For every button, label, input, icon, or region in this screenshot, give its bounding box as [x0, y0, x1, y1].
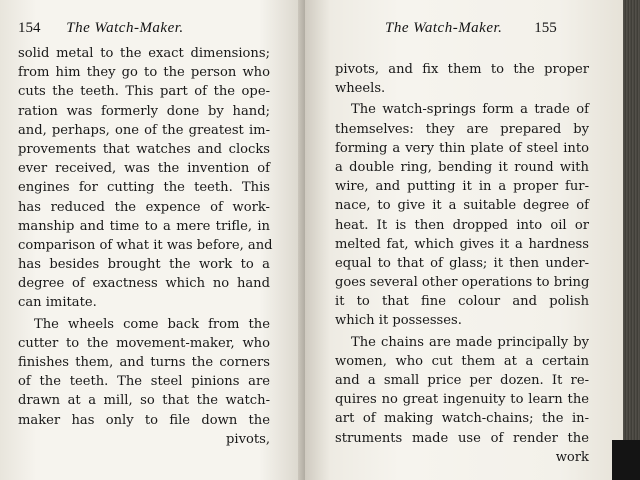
left-page-header	[18, 20, 268, 37]
text-line: degree of exactness which no hand	[18, 276, 270, 292]
text-line: finishes them, and turns the corners	[18, 355, 270, 370]
text-line: can imitate.	[18, 295, 97, 311]
text-line: maker has only to file down the	[18, 412, 270, 428]
text-line: ration was formerly done by hand;	[18, 103, 270, 119]
text-line: women, who cut them at a certain	[335, 353, 589, 369]
background-shadow	[612, 440, 640, 480]
text-line: melted fat, which gives it a hardness	[335, 236, 589, 252]
text-line: cuts the teeth. This part of the ope-	[18, 84, 270, 100]
text-line: The wheels come back from the	[34, 316, 270, 332]
text-line: it to that fine colour and polish	[335, 294, 589, 310]
text-line: from him they go to the person who	[18, 65, 270, 81]
text-line: drawn at a mill, so that the watch-	[18, 393, 270, 409]
text-line: solid metal to the exact dimensions;	[18, 46, 270, 61]
text-line: provements that watches and clocks	[18, 141, 270, 157]
text-line: manship and time to a mere trifle, in	[18, 218, 270, 234]
right-page-header	[385, 20, 615, 37]
text-line: comparison of what it was before, and	[18, 237, 273, 253]
text-line: equal to that of glass; it then under-	[335, 255, 589, 271]
text-line: pivots, and fix them to the proper	[335, 62, 589, 77]
text-line: The watch-springs form a trade of	[351, 102, 589, 118]
text-line: heat. It is then dropped into oil or	[335, 217, 589, 233]
left-page-number: 154	[18, 20, 41, 36]
right-page	[305, 0, 623, 480]
text-line: goes several other operations to bring	[335, 275, 590, 291]
text-line: art of making watch-chains; the in-	[335, 411, 589, 427]
right-running-head: The Watch-Maker.	[385, 20, 503, 36]
text-line: has reduced the expence of work-	[18, 199, 270, 215]
text-line: of the teeth. The steel pinions are	[18, 374, 270, 390]
catchword: work	[555, 449, 589, 465]
right-page-number: 155	[534, 20, 557, 36]
text-line: forming a very thin plate of steel into	[335, 140, 589, 156]
text-line: The chains are made principally by	[351, 334, 589, 350]
text-line: has besides brought the work to a	[18, 257, 270, 273]
text-line: wheels.	[335, 81, 386, 97]
text-line: struments made use of render the	[335, 430, 589, 446]
text-line: a double ring, bending it round with	[335, 159, 589, 175]
text-line: engines for cutting the teeth. This	[18, 180, 270, 196]
text-line: quires no great ingenuity to learn the	[335, 392, 589, 408]
page-edges	[623, 0, 640, 480]
right-page-text	[335, 60, 589, 467]
text-line: nace, to give it a suitable degree of	[335, 198, 589, 214]
text-line: and, perhaps, one of the greatest im-	[18, 122, 270, 138]
text-line: wire, and putting it in a proper fur-	[335, 179, 589, 195]
catchword: pivots,	[226, 431, 270, 447]
text-line: cutter to the movement-maker, who	[18, 335, 270, 351]
text-line: and a small price per dozen. It re-	[335, 373, 589, 388]
left-page	[0, 0, 305, 480]
text-line: ever received, was the invention of	[18, 161, 270, 177]
left-page-text	[18, 44, 273, 449]
text-line: themselves: they are prepared by	[335, 121, 589, 137]
text-line: which it possesses.	[335, 313, 462, 329]
left-running-head: The Watch-Maker.	[66, 20, 184, 36]
